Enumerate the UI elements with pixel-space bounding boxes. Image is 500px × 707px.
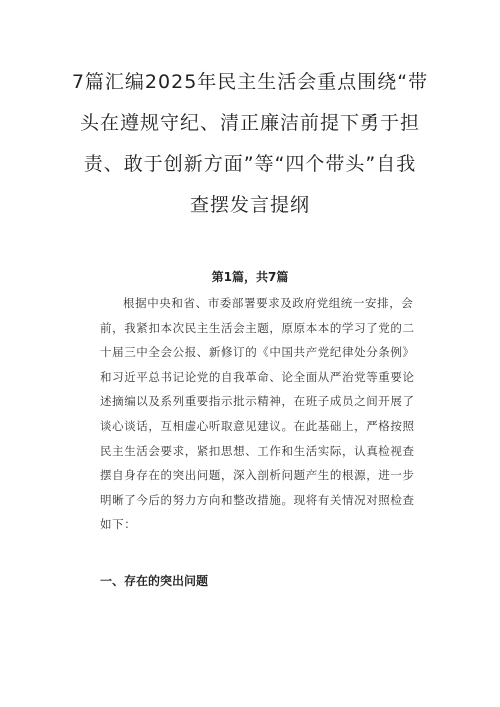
paragraph-line: 民主生活会要求，紧扣思想、工作和生活实际，认真检视查 [100, 443, 415, 458]
paragraph-line: 如下： [100, 517, 137, 532]
title-line: 头在遵规守纪、清正廉洁前提下勇于担 [79, 112, 420, 134]
paragraph-line: 根据中央和省、市委部署要求及政府党组统一安排，会 [123, 296, 414, 310]
paragraph-line: 谈心谈话，互相虚心听取意见建议。在此基础上，严格按照 [100, 418, 415, 433]
paragraph-line: 明晰了今后的努力方向和整改措施。现将有关情况对照检查 [100, 492, 415, 507]
paragraph-line: 十届三中全会公报、新修订的《中国共产党纪律处分条例》 [100, 345, 415, 360]
section-heading: 一、存在的突出问题 [100, 574, 209, 588]
intro-paragraph [100, 291, 440, 537]
paragraph-line: 摆自身存在的突出问题，深入剖析问题产生的根源，进一步 [100, 468, 415, 483]
title-line: 查摆发言提纲 [189, 194, 310, 216]
paragraph-line: 述摘编以及系列重要指示批示精神，在班子成员之间开展了 [100, 394, 415, 409]
chapter-label: 第1篇，共7篇 [211, 270, 289, 284]
title-line: 7篇汇编2025年民主生活会重点围绕“带 [71, 71, 429, 93]
document-title [60, 62, 440, 226]
paragraph-line: 和习近平总书记论党的自我革命、论全面从严治党等重要论 [100, 369, 415, 384]
paragraph-line: 前，我紧扣本次民主生活会主题，原原本本的学习了党的二 [100, 320, 415, 335]
title-line: 责、敢于创新方面”等“四个带头”自我 [83, 153, 417, 175]
